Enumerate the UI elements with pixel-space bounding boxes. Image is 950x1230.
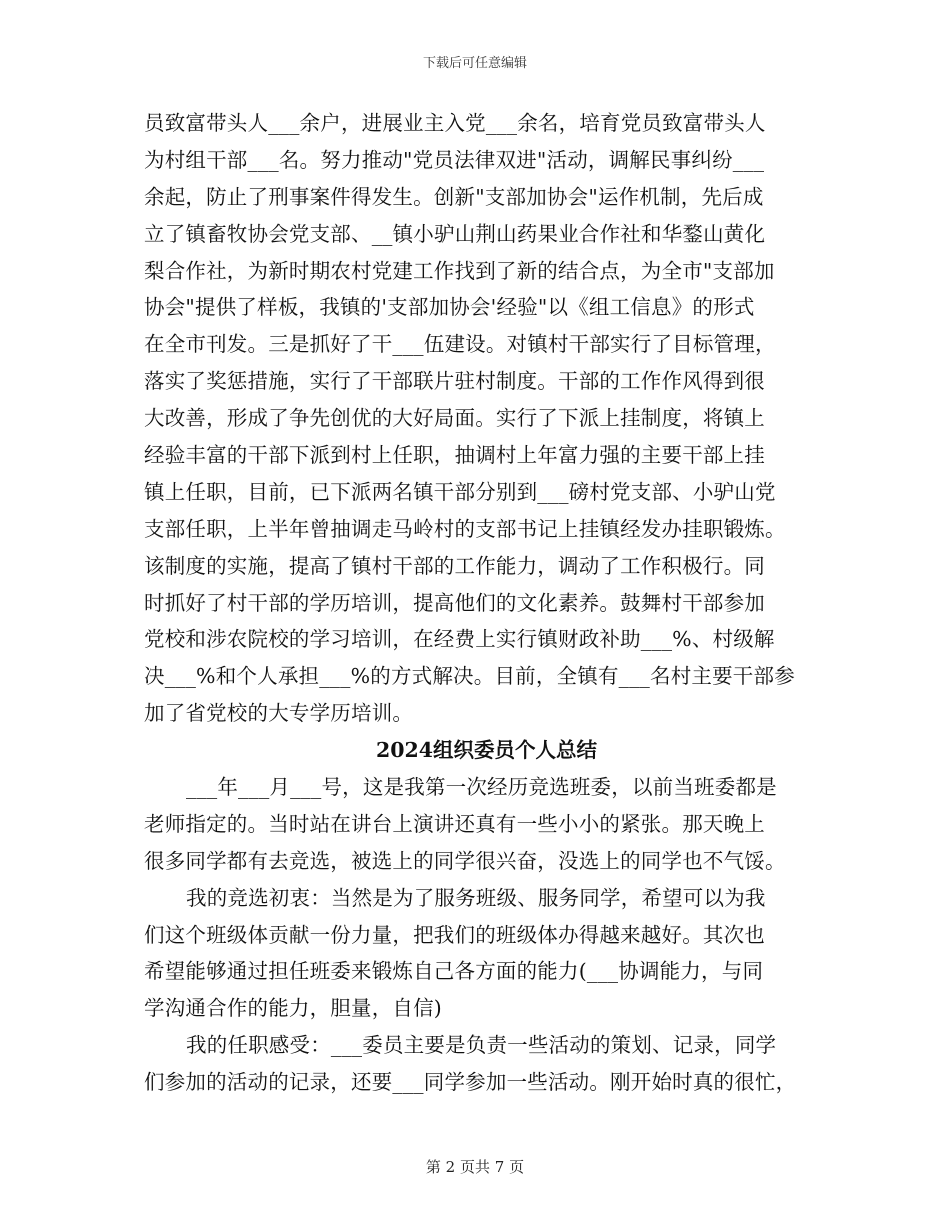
page-header: 下载后可任意编辑 bbox=[422, 56, 527, 71]
paragraph-line: 希望能够通过担任班委来锻炼自己各方面的能力(___协调能力，与同 bbox=[144, 959, 764, 984]
paragraph-line: 加了省党校的大专学历培训。 bbox=[144, 701, 414, 726]
paragraph-line: 们这个班级体贡献一份力量，把我们的班级体办得越来越好。其次也 bbox=[144, 922, 765, 947]
paragraph-line: 时抓好了村干部的学历培训，提高他们的文化素养。鼓舞村干部参加 bbox=[144, 590, 765, 615]
paragraph-line: 大改善，形成了争先创优的大好局面。实行了下派上挂制度，将镇上 bbox=[144, 406, 765, 431]
paragraph-line: 老师指定的。当时站在讲台上演讲还真有一些小小的紧张。那天晚上 bbox=[144, 811, 765, 836]
document-body bbox=[144, 105, 809, 1101]
paragraph-line: 镇上任职，目前，已下派两名镇干部分别到___磅村党支部、小驴山党 bbox=[144, 479, 776, 504]
paragraph-line: 员致富带头人___余户，进展业主入党___余名，培育党员致富带头人 bbox=[144, 111, 766, 135]
paragraph-line: ___年___月___号，这是我第一次经历竞选班委，以前当班委都是 bbox=[186, 775, 777, 800]
paragraph-line: 余起，防止了刑事案件得发生。创新"支部加协会"运作机制，先后成 bbox=[144, 184, 764, 209]
paragraph-line: 支部任职，上半年曾抽调走马岭村的支部书记上挂镇经发办挂职锻炼。 bbox=[144, 516, 786, 541]
page-footer: 第 2 页共 7 页 bbox=[425, 1158, 525, 1176]
paragraph-line: 我的任职感受：___委员主要是负责一些活动的策划、记录，同学 bbox=[186, 1033, 777, 1058]
paragraph-line: 决___%和个人承担___%的方式解决。目前，全镇有___名村主要干部参 bbox=[144, 664, 795, 689]
paragraph-line: 们参加的活动的记录，还要___同学参加一些活动。刚开始时真的很忙， bbox=[144, 1070, 797, 1095]
paragraph-line: 立了镇畜牧协会党支部、__镇小驴山荆山药果业合作社和华鍪山黄化 bbox=[144, 221, 766, 246]
section-title: 2024组织委员个人总结 bbox=[375, 738, 598, 763]
paragraph-line: 为村组干部___名。努力推动"党员法律双进"活动，调解民事纠纷___ bbox=[144, 147, 765, 172]
paragraph-line: 学沟通合作的能力，胆量，自信) bbox=[144, 996, 442, 1021]
paragraph-line: 很多同学都有去竞选，被选上的同学很兴奋，没选上的同学也不气馁。 bbox=[144, 848, 786, 873]
paragraph-line: 党校和涉农院校的学习培训，在经费上实行镇财政补助___%、村级解 bbox=[144, 627, 775, 652]
paragraph-line: 在全市刊发。三是抓好了干___伍建设。对镇村干部实行了目标管理， bbox=[144, 332, 776, 357]
paragraph-line: 该制度的实施，提高了镇村干部的工作能力，调动了工作积极行。同 bbox=[144, 553, 765, 578]
paragraph-line: 我的竞选初衷：当然是为了服务班级、服务同学，希望可以为我 bbox=[186, 885, 766, 910]
paragraph-line: 协会"提供了样板，我镇的'支部加协会'经验"以《组工信息》的形式 bbox=[144, 295, 755, 320]
paragraph-line: 梨合作社，为新时期农村党建工作找到了新的结合点，为全市"支部加 bbox=[144, 258, 775, 283]
paragraph-line: 经验丰富的干部下派到村上任职，抽调村上年富力强的主要干部上挂 bbox=[144, 443, 765, 468]
paragraph-line: 落实了奖惩措施，实行了干部联片驻村制度。干部的工作作风得到很 bbox=[144, 369, 765, 394]
